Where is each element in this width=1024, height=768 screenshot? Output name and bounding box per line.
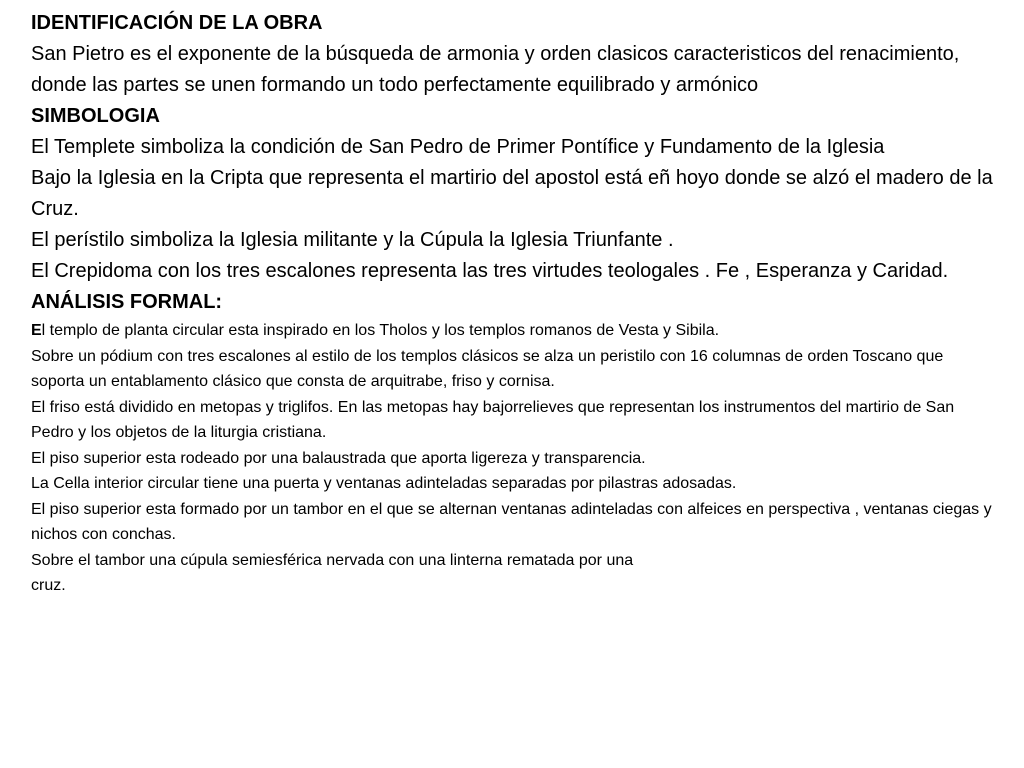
section-title-analisis: ANÁLISIS FORMAL: <box>31 291 223 313</box>
simbologia-paragraph: Bajo la Iglesia en la Cripta que representa el martirio del apostol está eñ hoyo donde se alzó el madero de la Cruz. <box>31 167 993 220</box>
analisis-paragraph: Sobre el tambor una cúpula semiesférica nervada con una linterna rematada por una <box>31 551 634 569</box>
simbologia-paragraph: El perístilo simboliza la Iglesia militante y la Cúpula la Iglesia Triunfante . <box>31 229 674 251</box>
analisis-paragraph: cruz. <box>31 577 66 594</box>
analisis-paragraph: La Cella interior circular tiene una puerta y ventanas adinteladas separadas por pilastras adosadas. <box>31 475 737 492</box>
analisis-paragraph: El piso superior esta rodeado por una balaustrada que aporta ligereza y transparencia. <box>31 449 646 467</box>
simbologia-paragraph: El Templete simboliza la condición de San Pedro de Primer Pontífice y Fundamento de la Iglesia <box>31 136 885 158</box>
analisis-paragraph: El piso superior esta formado por un tambor en el que se alternan ventanas adinteladas con alfeices en perspectiva , ventanas ciegas y nichos con conchas. <box>31 500 992 543</box>
analisis-first-letter: E <box>31 322 42 339</box>
document-page <box>31 8 999 599</box>
section-title-identificacion: IDENTIFICACIÓN DE LA OBRA <box>31 12 323 34</box>
analisis-paragraph: El friso está dividido en metopas y triglifos. En las metopas hay bajorrelieves que representan los instrumentos del martirio de San Pedro y los objetos de la liturgia cristiana. <box>31 398 955 441</box>
analisis-first-paragraph <box>31 318 999 344</box>
analisis-first-rest: l templo de planta circular esta inspirado en los Tholos y los templos romanos de Vesta y Sibila. <box>41 322 720 339</box>
simbologia-paragraph: El Crepidoma con los tres escalones representa las tres virtudes teologales . Fe , Esperanza y Caridad. <box>31 260 949 282</box>
analisis-paragraph: Sobre un pódium con tres escalones al estilo de los templos clásicos se alza un peristilo con 16 columnas de orden Toscano que soporta un entablamento clásico que consta de arquitrabe, friso y cornisa. <box>31 347 944 390</box>
identificacion-text: San Pietro es el exponente de la búsqueda de armonia y orden clasicos caracteristicos del renacimiento, donde las partes se unen formando un todo perfectamente equilibrado y armónico <box>31 43 960 96</box>
section-title-simbologia: SIMBOLOGIA <box>31 105 160 127</box>
